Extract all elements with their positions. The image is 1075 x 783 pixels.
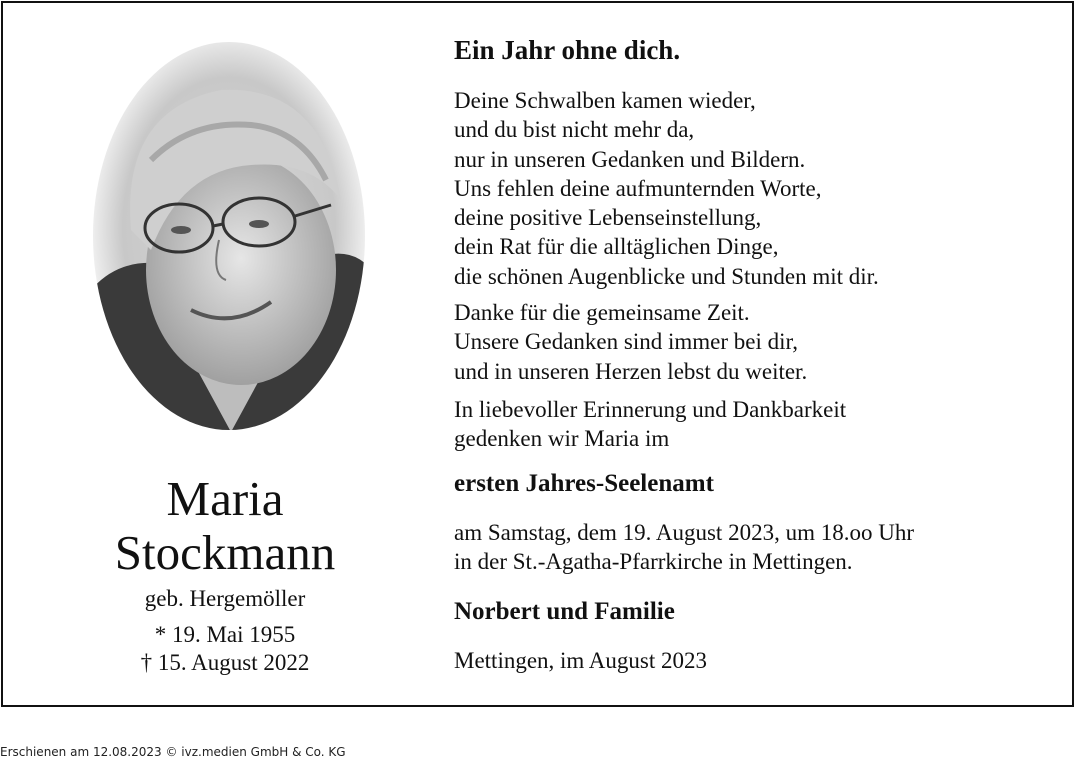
- first-name: Maria: [166, 471, 284, 526]
- thanks-line: Unsere Gedanken sind immer bei dir,: [454, 329, 798, 355]
- death-date: † 15. August 2022: [140, 650, 310, 675]
- thanks-line: und in unseren Herzen lebst du weiter.: [454, 358, 808, 384]
- remembrance-text: [454, 395, 1054, 454]
- portrait-photo: [91, 40, 367, 432]
- poem-line: Uns fehlen deine aufmunternden Worte,: [454, 175, 822, 201]
- thanks-text: [454, 298, 1054, 386]
- mass-title: ersten Jahres-Seelenamt: [454, 470, 714, 497]
- headline: Ein Jahr ohne dich.: [454, 35, 681, 65]
- maiden-name: geb. Hergemöller: [144, 586, 306, 611]
- publication-note: Erschienen am 12.08.2023 © ivz.medien GmbH & Co. KG: [0, 745, 346, 759]
- poem: [454, 86, 1054, 291]
- place-date: Mettingen, im August 2023: [454, 648, 707, 673]
- poem-line: dein Rat für die alltäglichen Dinge,: [454, 234, 779, 260]
- poem-line: die schönen Augenblicke und Stunden mit dir.: [454, 263, 879, 289]
- last-name: Stockmann: [114, 525, 336, 580]
- mass-details: [454, 518, 1054, 577]
- poem-line: Deine Schwalben kamen wieder,: [454, 88, 756, 113]
- mass-detail-line: am Samstag, dem 19. August 2023, um 18.oo Uhr: [454, 520, 914, 545]
- signature: Norbert und Familie: [454, 598, 675, 625]
- remembrance-line: gedenken wir Maria im: [454, 426, 670, 452]
- remembrance-line: In liebevoller Erinnerung und Dankbarkeit: [454, 397, 847, 422]
- poem-line: deine positive Lebenseinstellung,: [454, 205, 762, 231]
- mass-detail-line: in der St.-Agatha-Pfarrkirche in Mettingen.: [454, 549, 853, 575]
- birth-date: * 19. Mai 1955: [154, 622, 296, 647]
- poem-line: nur in unseren Gedanken und Bildern.: [454, 146, 806, 172]
- poem-line: und du bist nicht mehr da,: [454, 117, 695, 143]
- thanks-line: Danke für die gemeinsame Zeit.: [454, 300, 750, 325]
